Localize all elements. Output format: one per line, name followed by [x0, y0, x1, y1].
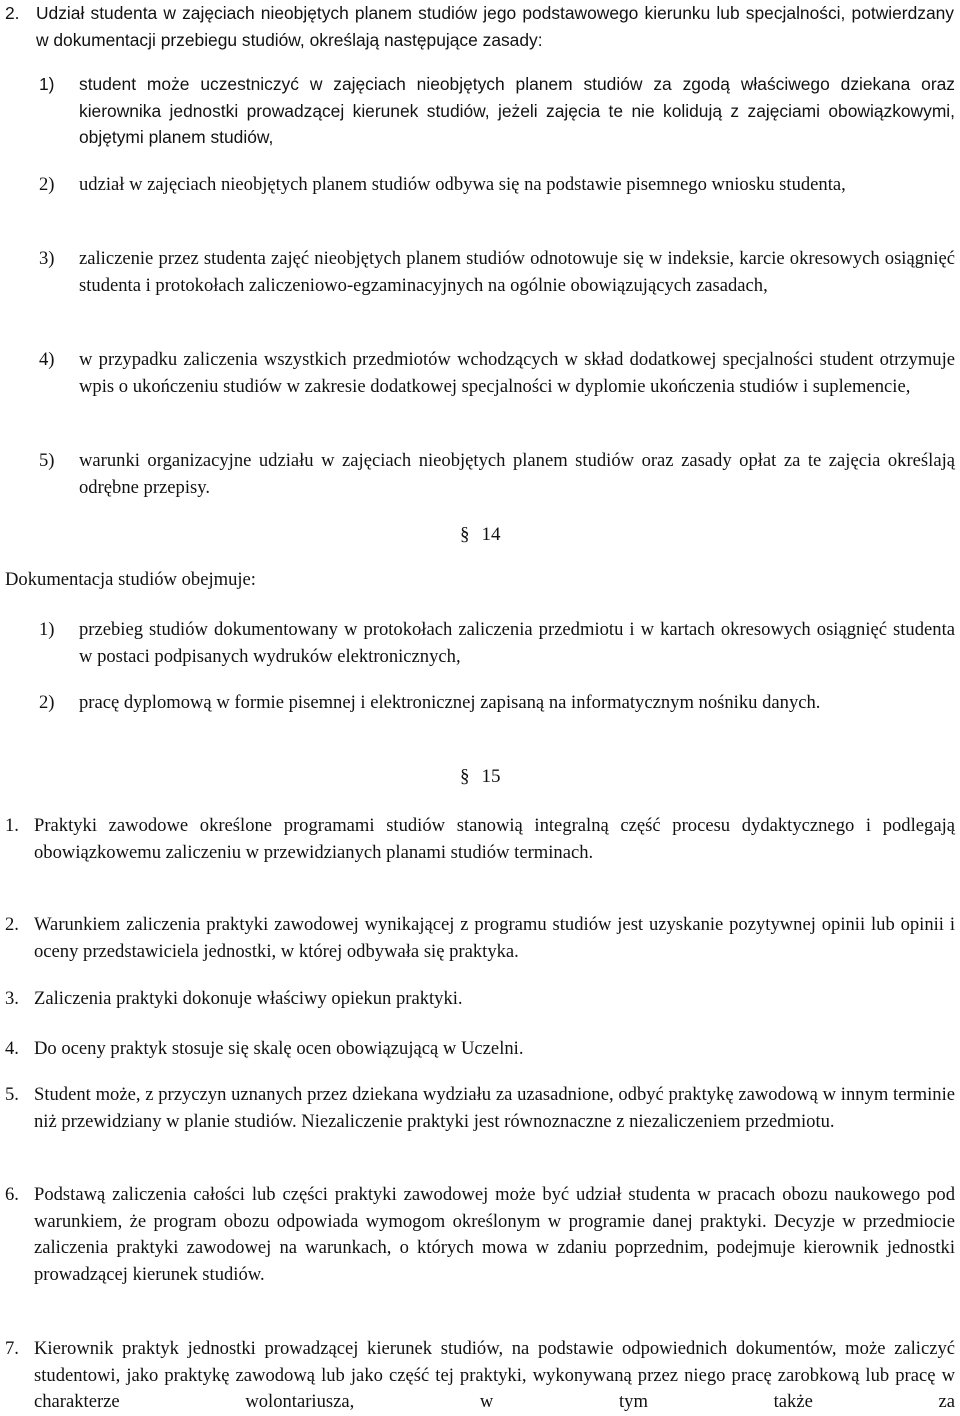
rule-number: 2) — [39, 174, 55, 195]
section-number: 14 — [481, 524, 501, 545]
list-text: Zaliczenia praktyki dokonuje właściwy opiekun praktyki. — [34, 988, 463, 1009]
section-number: 15 — [481, 766, 501, 787]
list-number: 2. — [5, 914, 19, 935]
list-text: przebieg studiów dokumentowany w protokołach zaliczenia przedmiotu i w kartach okresowych osiągnięć studenta w postaci podpisanych wydruków elektronicznych, — [79, 619, 955, 667]
rule-text: warunki organizacyjne udziału w zajęciach nieobjętych planem studiów oraz zasady opłat za te zajęcia określają odrębne przepisy. — [79, 450, 955, 498]
rule-text: udział w zajęciach nieobjętych planem studiów odbywa się na podstawie pisemnego wniosku studenta, — [79, 174, 846, 195]
rule-number: 1) — [39, 74, 55, 94]
list-text: pracę dyplomową w formie pisemnej i elektronicznej zapisaną na informatycznym nośniku danych. — [79, 692, 821, 713]
list-text: Praktyki zawodowe określone programami studiów stanowią integralną część procesu dydaktycznego i podlegają obowiązkowemu zaliczeniu w przewidzianych planami studiów terminach. — [34, 815, 955, 863]
list-text: Student może, z przyczyn uznanych przez dziekana wydziału za uzasadnione, odbyć praktykę zawodową w innym terminie niż przewidziany w planie studiów. Niezaliczenie praktyki jest równoznaczne z niezaliczeniem przedmiotu. — [34, 1084, 955, 1132]
item-number: 2. — [5, 3, 20, 23]
rule-text: student może uczestniczyć w zajęciach nieobjętych planem studiów za zgodą właściwego dziekana oraz kierownika jednostki prowadzącej kierunek studiów, jeżeli zajęcia te nie kolidują z zajęciami obowiązkowymi, objętymi planem studiów, — [79, 74, 955, 147]
section-heading — [460, 522, 501, 549]
list-text: Podstawą zaliczenia całości lub części praktyki zawodowej może być udział studenta w pracach obozu naukowego pod warunkiem, że program obozu odpowiada wymogom określonym w programie danej praktyki. Decyzje w przedmiocie zaliczenia praktyki zawodowej na warunkach, o których mowa w zdaniu poprzednim, podejmuje kierownik jednostki prowadzącej kierunek studiów. — [34, 1184, 955, 1285]
list-number: 5. — [5, 1084, 19, 1105]
list-text: Do oceny praktyk stosuje się skalę ocen obowiązującą w Uczelni. — [34, 1038, 524, 1059]
list-number: 1) — [39, 619, 55, 640]
rule-number: 3) — [39, 248, 55, 269]
rule-number: 4) — [39, 349, 55, 370]
list-number: 4. — [5, 1038, 19, 1059]
rule-text: zaliczenie przez studenta zajęć nieobjętych planem studiów odnotowuje się w indeksie, karcie okresowych osiągnięć studenta i protokołach zaliczeniowo-egzaminacyjnych na ogólnie obowiązujących zasadach, — [79, 248, 955, 296]
rule-number: 5) — [39, 450, 55, 471]
rule-text: w przypadku zaliczenia wszystkich przedmiotów wchodzących w skład dodatkowej specjalności student otrzymuje wpis o ukończeniu studiów w zakresie dodatkowej specjalności w dyplomie ukończenia studiów i suplemencie, — [79, 349, 955, 397]
list-number: 7. — [5, 1338, 19, 1359]
section-heading — [460, 764, 501, 791]
list-number: 2) — [39, 692, 55, 713]
paragraph-symbol: § — [460, 766, 470, 787]
list-number: 6. — [5, 1184, 19, 1205]
paragraph-symbol: § — [460, 524, 470, 545]
list-number: 1. — [5, 815, 19, 836]
list-text: Kierownik praktyk jednostki prowadzącej kierunek studiów, na podstawie odpowiednich dokumentów, może zaliczyć studentowi, jako praktykę zawodową lub jako część tej praktyki, wykonywaną przez niego pracę zarobkową lub pracę w charakterze wolontariusza, w tym także za — [34, 1338, 955, 1412]
list-number: 3. — [5, 988, 19, 1009]
item-text: Udział studenta w zajęciach nieobjętych planem studiów jego podstawowego kierunku lub specjalności, potwierdzany w dokumentacji przebiegu studiów, określają następujące zasady: — [36, 3, 954, 50]
section-intro: Dokumentacja studiów obejmuje: — [5, 569, 256, 590]
list-text: Warunkiem zaliczenia praktyki zawodowej wynikającej z programu studiów jest uzyskanie pozytywnej opinii lub opinii i oceny przedstawiciela jednostki, w której odbywała się praktyka. — [34, 914, 955, 962]
